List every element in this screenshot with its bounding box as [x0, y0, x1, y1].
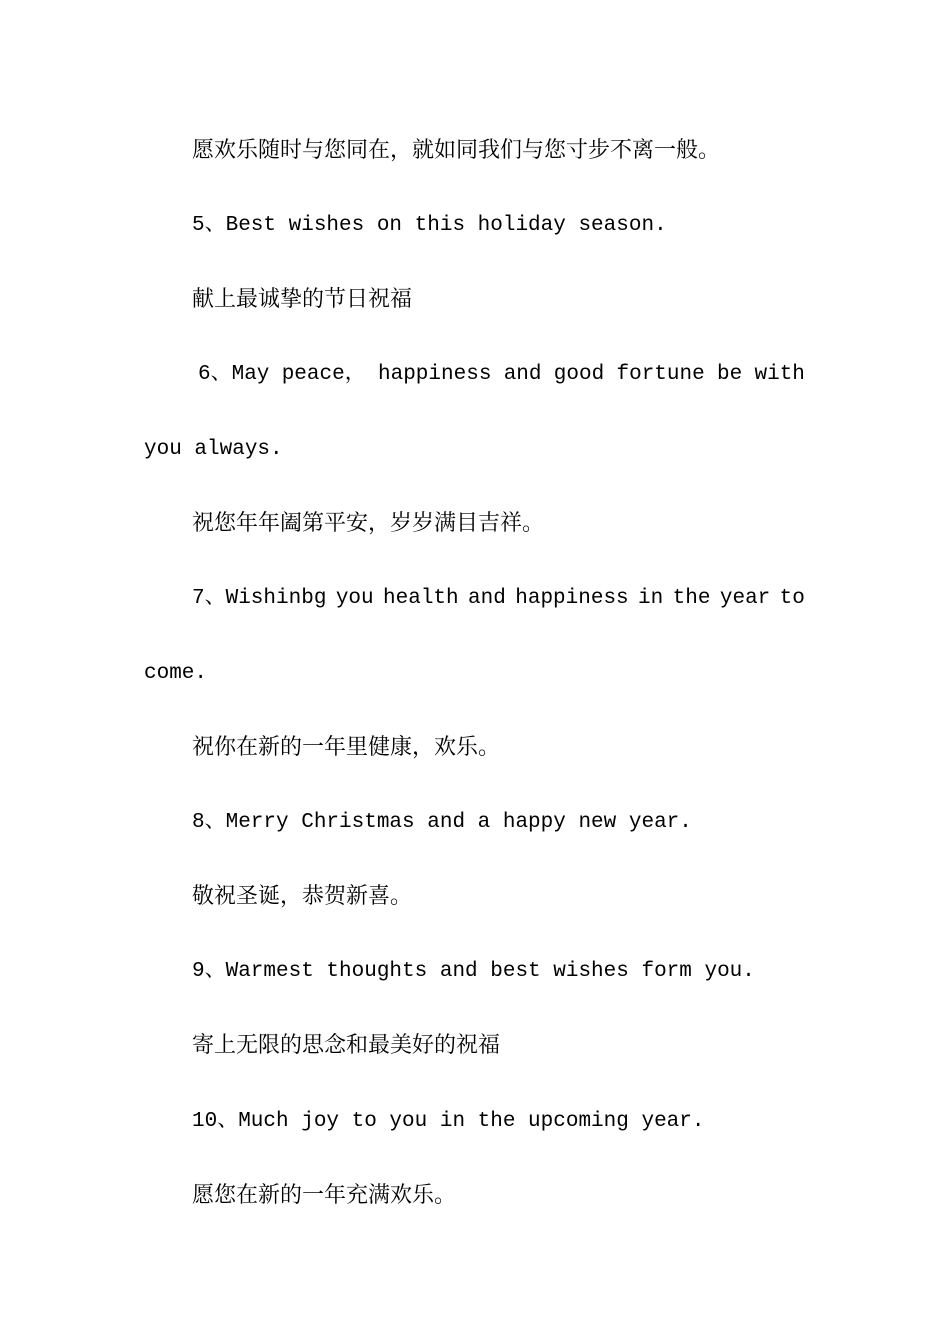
word: you	[335, 587, 374, 610]
word: peace，	[281, 363, 366, 386]
paragraph-line-justified	[198, 364, 805, 385]
word: the	[672, 587, 711, 610]
word: happiness	[515, 587, 629, 610]
paragraph-line: come.	[144, 662, 208, 685]
paragraph-line: 敬祝圣诞，恭贺新喜。	[192, 884, 413, 909]
paragraph-line: 祝您年年阖第平安，岁岁满目吉祥。	[192, 511, 545, 536]
word: health	[383, 587, 459, 610]
word: 7、Wishinbg	[192, 587, 327, 610]
paragraph-line: 献上最诚挚的节日祝福	[192, 287, 413, 312]
paragraph-line: 8、Merry Christmas and a happy new year.	[192, 811, 692, 834]
paragraph-line: 10、Much joy to you in the upcoming year.	[192, 1110, 705, 1133]
word: year	[719, 587, 771, 610]
word: with	[754, 363, 805, 386]
word: 6、May	[198, 363, 270, 386]
paragraph-line: 愿欢乐随时与您同在，就如同我们与您寸步不离一般。	[192, 138, 721, 163]
paragraph-line: 9、Warmest thoughts and best wishes form you.	[192, 960, 755, 983]
word: fortune	[616, 363, 705, 386]
paragraph-line: 祝你在新的一年里健康，欢乐。	[192, 735, 501, 760]
word: happiness	[378, 363, 492, 386]
paragraph-line: 寄上无限的思念和最美好的祝福	[192, 1033, 501, 1058]
paragraph-line: you always.	[144, 438, 283, 461]
paragraph-line-justified	[192, 588, 805, 609]
word: be	[717, 363, 743, 386]
word: and	[503, 363, 542, 386]
word: and	[468, 587, 506, 610]
word: to	[779, 587, 805, 610]
paragraph-line: 5、Best wishes on this holiday season.	[192, 214, 667, 237]
word: good	[553, 363, 605, 386]
paragraph-line: 愿您在新的一年充满欢乐。	[192, 1183, 457, 1208]
word: in	[638, 587, 664, 610]
